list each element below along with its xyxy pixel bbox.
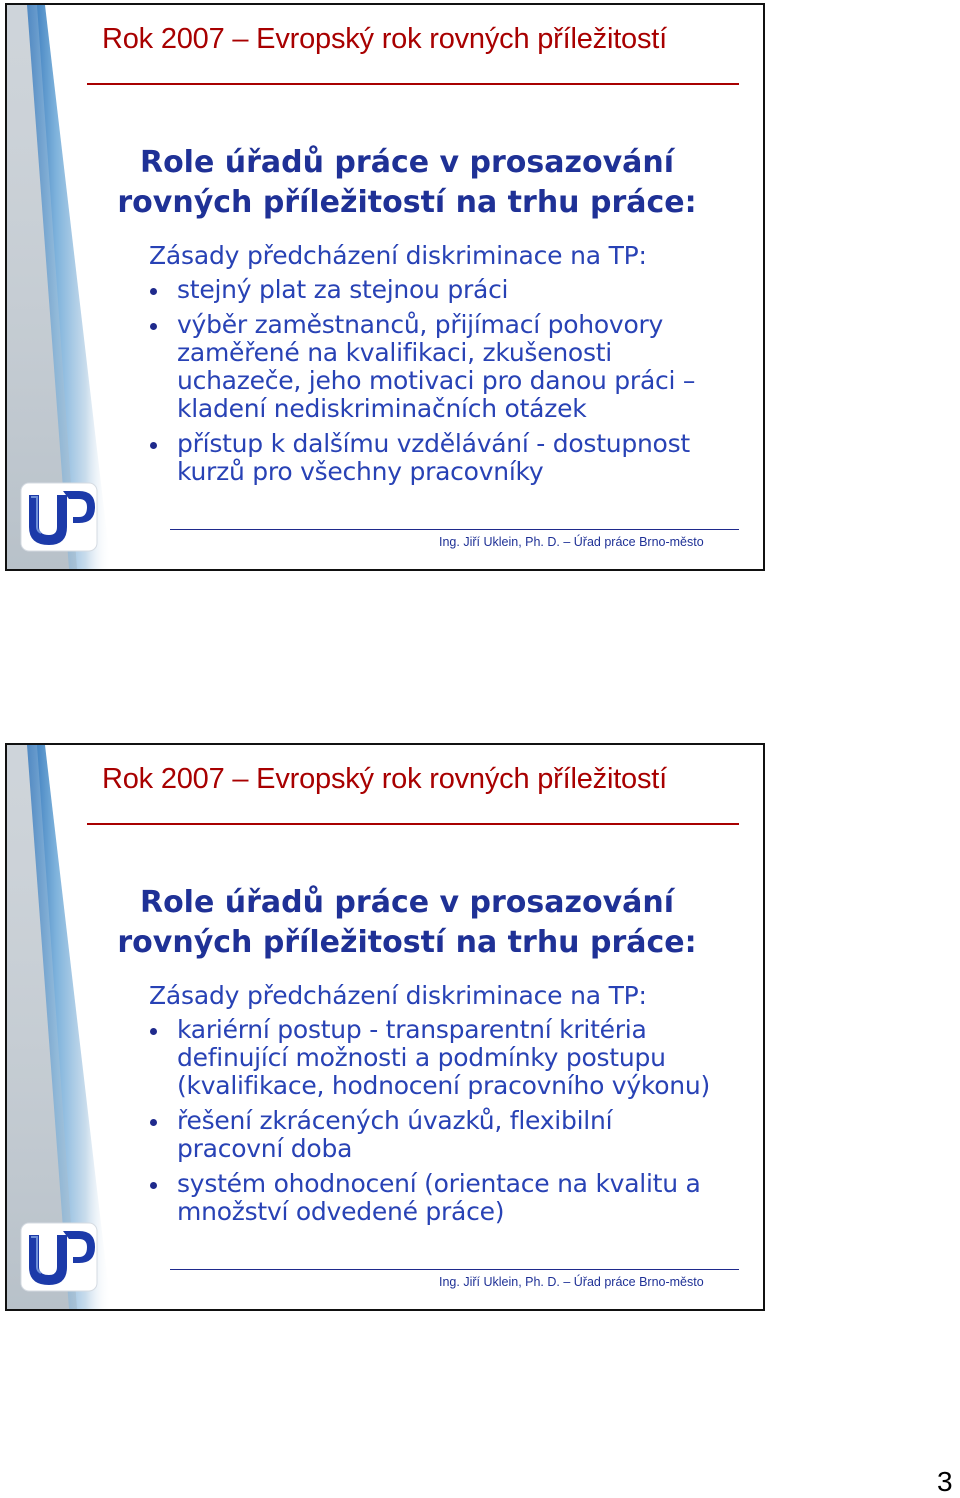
bullet-list xyxy=(149,1016,745,1233)
slide-footer: Ing. Jiří Uklein, Ph. D. – Úřad práce Brno-město xyxy=(439,1275,704,1289)
bullet-list xyxy=(149,276,745,493)
bullet-dot-icon xyxy=(150,1028,157,1035)
page-number: 3 xyxy=(937,1466,953,1497)
list-item-text: řešení zkrácených úvazků, flexibilní pracovní doba xyxy=(177,1106,613,1163)
slide-header: Rok 2007 – Evropský rok rovných příležitostí xyxy=(102,763,667,795)
footer-divider xyxy=(170,1269,739,1270)
bullet-dot-icon xyxy=(150,1182,157,1189)
slide-footer: Ing. Jiří Uklein, Ph. D. – Úřad práce Brno-město xyxy=(439,535,704,549)
list-item xyxy=(149,276,745,304)
header-divider xyxy=(87,823,739,825)
list-item-text: systém ohodnocení (orientace na kvalitu a množství odvedené práce) xyxy=(177,1169,701,1226)
slide-title: Role úřadů práce v prosazování rovných příležitostí na trhu práce: xyxy=(117,145,697,220)
urad-prace-logo-icon xyxy=(19,1221,99,1293)
header-divider xyxy=(87,83,739,85)
section-intro: Zásady předcházení diskriminace na TP: xyxy=(149,241,647,270)
bullet-dot-icon xyxy=(150,323,157,330)
slide-1 xyxy=(5,3,765,571)
section-intro: Zásady předcházení diskriminace na TP: xyxy=(149,981,647,1010)
list-item xyxy=(149,430,745,486)
footer-divider xyxy=(170,529,739,530)
bullet-dot-icon xyxy=(150,1119,157,1126)
list-item xyxy=(149,1107,745,1163)
list-item-text: stejný plat za stejnou práci xyxy=(177,275,509,304)
list-item-text: přístup k dalšímu vzdělávání - dostupnost kurzů pro všechny pracovníky xyxy=(177,429,690,486)
bullet-dot-icon xyxy=(150,288,157,295)
slide-2 xyxy=(5,743,765,1311)
list-item-text: kariérní postup - transparentní kritéria definující možnosti a podmínky postupu (kvalifikace, hodnocení pracovního výkonu) xyxy=(177,1015,710,1100)
slide-header: Rok 2007 – Evropský rok rovných příležitostí xyxy=(102,23,667,55)
slide-title: Role úřadů práce v prosazování rovných příležitostí na trhu práce: xyxy=(117,885,697,960)
urad-prace-logo-icon xyxy=(19,481,99,553)
list-item xyxy=(149,1016,745,1100)
bullet-dot-icon xyxy=(150,442,157,449)
list-item xyxy=(149,1170,745,1226)
list-item-text: výběr zaměstnanců, přijímací pohovory zaměřené na kvalifikaci, zkušenosti uchazeče, jeho motivaci pro danou práci – kladení nediskriminačních otázek xyxy=(177,310,696,423)
list-item xyxy=(149,311,745,423)
